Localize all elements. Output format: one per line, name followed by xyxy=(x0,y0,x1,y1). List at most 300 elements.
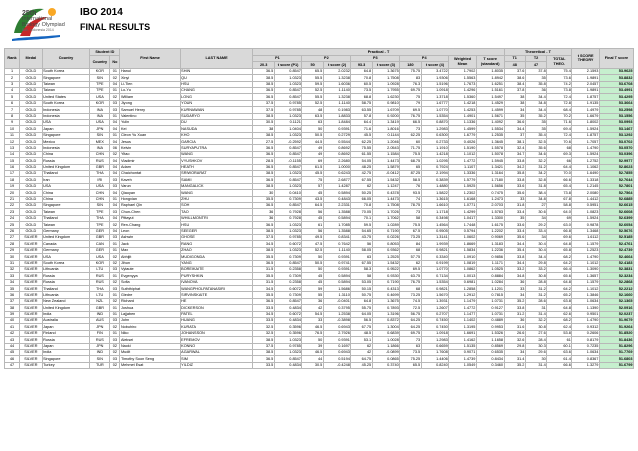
cell-total-theo: 68 xyxy=(547,145,572,151)
cell-t2-raw: 30.4 xyxy=(525,241,546,247)
cell-student-no: 04 xyxy=(110,139,120,145)
table-row xyxy=(5,254,634,260)
cell-p4-raw: 71.75 xyxy=(400,145,421,151)
cell-p2-tscore: 0.8692 xyxy=(323,151,351,157)
cell-first-name: Timothy Soon Seng xyxy=(120,356,180,362)
col-total-theo: TOTAL THEO. xyxy=(547,56,572,69)
cell-p3-tscore: 1.3196 xyxy=(372,311,400,317)
cell-t-score-theory: 0.8367 xyxy=(572,356,600,362)
col-no-sub: No xyxy=(110,56,120,69)
cell-p4-raw: 69.75 xyxy=(400,330,421,336)
cell-p2-raw: 47.5 xyxy=(302,241,323,247)
cell-p2-tscore: 0.2729 xyxy=(323,132,351,138)
cell-medal: SILVER xyxy=(20,311,43,317)
cell-medal: GOLD xyxy=(20,126,43,132)
cell-p3-tscore: 1.6230 xyxy=(372,94,400,100)
cell-p2-tscore: 1.0000 xyxy=(323,164,351,170)
cell-first-name: Lo-Yu xyxy=(120,87,180,93)
cell-p2-raw: 65.5 xyxy=(302,68,323,74)
cell-p2-raw: 55.5 xyxy=(302,94,323,100)
cell-p1-tscore: 1.0323 xyxy=(274,75,302,81)
cell-medal: SILVER xyxy=(20,330,43,336)
cell-t2-raw: 36 xyxy=(525,87,546,93)
cell-p4-raw: 73 xyxy=(400,337,421,343)
cell-t-score-std: 0.3460 xyxy=(476,362,504,368)
cell-p2-tscore: 0.1697 xyxy=(323,343,351,349)
col-first-name: First Name xyxy=(120,49,180,69)
cell-t2-raw: 35 xyxy=(525,75,546,81)
cell-final-t-score: 52.6399 xyxy=(599,215,633,221)
cell-final-t-score: 51.8296 xyxy=(599,343,633,349)
cell-first-name: Kelvin xyxy=(120,145,180,151)
cell-p4-raw: 74.5 xyxy=(400,298,421,304)
cell-p2-raw: 42 xyxy=(302,305,323,311)
cell-last-name: LONG xyxy=(180,94,253,100)
cell-rank: 35 xyxy=(5,286,20,292)
cell-t1-raw: 33.2 xyxy=(504,266,525,272)
cell-p1-tscore: 1.0323 xyxy=(274,349,302,355)
cell-p2-raw: 45 xyxy=(302,190,323,196)
cell-student-no: 02 xyxy=(110,362,120,368)
table-row xyxy=(5,241,634,247)
cell-p1-raw: 33.5 xyxy=(253,305,274,311)
cell-country: Thailand xyxy=(42,215,90,221)
cell-p2-raw: 76.5 xyxy=(302,330,323,336)
cell-t-score-std: 0.9856 xyxy=(476,254,504,260)
cell-first-name: Raphael Qin xyxy=(120,202,180,208)
cell-p1-raw: 38.5 xyxy=(253,171,274,177)
cell-p2-raw: 49 xyxy=(302,151,323,157)
cell-p4-raw: 68 xyxy=(400,247,421,253)
cell-t2-raw: 31.2 xyxy=(525,286,546,292)
table-row xyxy=(5,196,634,202)
cell-p1-raw: 27.5 xyxy=(253,139,274,145)
cell-t-score-std: 1.4092 xyxy=(476,119,504,125)
cell-p3-raw: 64.8 xyxy=(351,68,372,74)
cell-medal: SILVER xyxy=(20,343,43,349)
cell-rank: 14 xyxy=(5,151,20,157)
cell-total-theo: 66.8 xyxy=(547,228,572,234)
cell-p2-tscore: 0.8341 xyxy=(323,234,351,240)
cell-country-code: USA xyxy=(90,94,110,100)
cell-final-t-score: 53.1292 xyxy=(599,132,633,138)
cell-last-name: SAMII xyxy=(180,177,253,183)
cell-p4-raw: 73.25 xyxy=(400,292,421,298)
cell-t2-raw: 34.4 xyxy=(525,94,546,100)
cell-country: USA xyxy=(42,254,90,260)
col-t-score-theory: t SCORE THEORY xyxy=(572,49,600,69)
cell-t1-raw: 33.8 xyxy=(504,158,525,164)
cell-t-score-std: 1.5326 xyxy=(476,330,504,336)
cell-p1-tscore: 0.8547 xyxy=(274,87,302,93)
cell-country-code: RUS xyxy=(90,158,110,164)
cell-t2-raw: 34 xyxy=(525,215,546,221)
col-p4: P4 xyxy=(400,56,449,62)
cell-t-score-std: 1.1201 xyxy=(476,286,504,292)
cell-t1-raw: 36.6 xyxy=(504,119,525,125)
cell-p1-raw: 38.5 xyxy=(253,183,274,189)
cell-last-name: KHO xyxy=(180,132,253,138)
cell-t-score-theory: 1.1012 xyxy=(572,260,600,266)
cell-country: Singapore xyxy=(42,202,90,208)
cell-p3-raw: 62 xyxy=(351,343,372,349)
cell-t-score-std: 0.8434 xyxy=(476,356,504,362)
cell-p3-raw: 57.8 xyxy=(351,113,372,119)
cell-p1-raw: 37.5 xyxy=(253,100,274,106)
cell-student-no: 01 xyxy=(110,241,120,247)
cell-t-score-std: 0.8569 xyxy=(476,343,504,349)
cell-first-name: Cleon Yu Xuan xyxy=(120,132,180,138)
logo-text xyxy=(22,10,65,33)
cell-weighted-mean: 1.2302 xyxy=(449,190,477,196)
cell-total-theo: 63.8 xyxy=(547,298,572,304)
cell-p1-raw: 38 xyxy=(253,126,274,132)
cell-weighted-mean: 1.8669 xyxy=(449,241,477,247)
cell-student-no: 03 xyxy=(110,209,120,215)
cell-p1-raw: 28.5 xyxy=(253,158,274,164)
cell-t2-raw: 35.4 xyxy=(525,132,546,138)
cell-rank: 23 xyxy=(5,209,20,215)
cell-p1-tscore: 0.7928 xyxy=(274,215,302,221)
cell-t2-raw: 27.6 xyxy=(525,330,546,336)
table-row xyxy=(5,286,634,292)
cell-p3-raw: 64.4 xyxy=(351,119,372,125)
cell-country: Indonesia xyxy=(42,113,90,119)
cell-t2-raw: 32.5 xyxy=(525,139,546,145)
cell-country: India xyxy=(42,311,90,317)
cell-p3-raw: 58.3 xyxy=(351,266,372,272)
cell-final-t-score: 52.0916 xyxy=(599,305,633,311)
cell-rank: 44 xyxy=(5,343,20,349)
cell-weighted-mean: 1.0910 xyxy=(449,254,477,260)
table-row xyxy=(5,113,634,119)
cell-first-name: Kaveh xyxy=(120,177,180,183)
cell-weighted-mean: 1.7448 xyxy=(449,222,477,228)
cell-t-score-theory: 1.4790 xyxy=(572,254,600,260)
cell-p2-tscore: 0.9391 xyxy=(323,254,351,260)
cell-country: Thailand xyxy=(42,171,90,177)
cell-t-score-std: 1.0284 xyxy=(476,279,504,285)
cell-p4-raw: 60 xyxy=(400,139,421,145)
cell-final-t-score: 52.3234 xyxy=(599,273,633,279)
cell-country-code: TPE xyxy=(90,87,110,93)
cell-final-t-score: 52.7644 xyxy=(599,177,633,183)
cell-country-code: NZL xyxy=(90,298,110,304)
cell-final-t-score: 52.7855 xyxy=(599,171,633,177)
cell-p3-raw: 48.25 xyxy=(351,164,372,170)
cell-medal: GOLD xyxy=(20,158,43,164)
cell-t1-raw: 34.4 xyxy=(504,241,525,247)
cell-p3-tscore: 0.7190 xyxy=(372,228,400,234)
cell-p2-raw: 49.5 xyxy=(302,234,323,240)
cell-country: Japan xyxy=(42,126,90,132)
cell-last-name: WANG xyxy=(180,151,253,157)
cell-first-name: Adam xyxy=(120,164,180,170)
cell-p4-tscore: 1.9939 xyxy=(421,241,449,247)
cell-p2-tscore: 2.7926 xyxy=(323,330,351,336)
cell-p3-tscore: 1.8016 xyxy=(372,126,400,132)
cell-p4-tscore: 1.2607 xyxy=(421,305,449,311)
cell-p1-raw: 38.5 xyxy=(253,228,274,234)
col-p4-score: t score (4) xyxy=(421,62,449,68)
cell-p1-raw: 35.5 xyxy=(253,292,274,298)
cell-last-name: DU xyxy=(180,119,253,125)
cell-t-score-theory: 1.4790 xyxy=(572,145,600,151)
cell-country-code: JPN xyxy=(90,324,110,330)
cell-t-score-theory: 1.2145 xyxy=(572,183,600,189)
cell-p4-raw: 69.5 xyxy=(400,107,421,113)
cell-p1-raw: 34.5 xyxy=(253,286,274,292)
table-row xyxy=(5,222,634,228)
cell-p2-raw: 69 xyxy=(302,158,323,164)
cell-p3-tscore: 1.4473 xyxy=(372,196,400,202)
cell-t-score-std: 1.2236 xyxy=(476,247,504,253)
cell-t1-raw: 35.8 xyxy=(504,171,525,177)
col-theoretical: Theoretical - T xyxy=(504,49,572,56)
cell-p2-tscore: 1.8833 xyxy=(323,113,351,119)
cell-p1-tscore: 1.0323 xyxy=(274,222,302,228)
cell-p3-raw: 67.55 xyxy=(351,260,372,266)
cell-last-name: GHOSE xyxy=(180,234,253,240)
cell-p2-tscore: 2.0232 xyxy=(323,68,351,74)
cell-rank: 22 xyxy=(5,202,20,208)
cell-medal: SILVER xyxy=(20,337,43,343)
cell-p1-tscore: 1.0323 xyxy=(274,171,302,177)
cell-last-name: CHANG xyxy=(180,87,253,93)
cell-country: Lithuania xyxy=(42,292,90,298)
cell-p1-raw: 36.5 xyxy=(253,68,274,74)
cell-total-theo: 65.8 xyxy=(547,247,572,253)
cell-p3-tscore: 2.0543 xyxy=(372,145,400,151)
cell-weighted-mean: 1.6691 xyxy=(449,330,477,336)
cell-final-t-score: 53.9625 xyxy=(599,68,633,74)
cell-medal: GOLD xyxy=(20,171,43,177)
cell-rank: 43 xyxy=(5,337,20,343)
cell-country: Thailand xyxy=(42,286,90,292)
cell-p4-raw: 67.5 xyxy=(400,228,421,234)
cell-final-t-score: 53.0993 xyxy=(599,119,633,125)
cell-weighted-mean: 1.7902 xyxy=(449,68,477,74)
cell-p3-tscore: 1.7508 xyxy=(372,202,400,208)
cell-p1-tscore: 0.9785 xyxy=(274,107,302,113)
cell-weighted-mean: 1.2912 xyxy=(449,292,477,298)
cell-t-score-theory: 1.3279 xyxy=(572,362,600,368)
cell-medal: SILVER xyxy=(20,266,43,272)
cell-p3-tscore: 0.9200 xyxy=(372,113,400,119)
cell-p4-tscore: 0.8240 xyxy=(421,362,449,368)
cell-p3-raw: 70.8 xyxy=(351,202,372,208)
cell-p3-raw: 63 xyxy=(351,254,372,260)
cell-t-score-std: 1.4599 xyxy=(476,107,504,113)
cell-rank: 38 xyxy=(5,305,20,311)
cell-t1-raw: 33.4 xyxy=(504,209,525,215)
cell-t-score-std: 1.2202 xyxy=(476,228,504,234)
cell-p4-tscore: 1.4218 xyxy=(421,151,449,157)
cell-weighted-mean: 1.5779 xyxy=(449,177,477,183)
cell-t-score-theory: 1.8757 xyxy=(572,132,600,138)
cell-p2-tscore: 1.1140 xyxy=(323,100,351,106)
cell-student-no: 01 xyxy=(110,113,120,119)
cell-country: Singapore xyxy=(42,356,90,362)
cell-total-theo: 66.6 xyxy=(547,177,572,183)
cell-p4-tscore: 0.7134 xyxy=(421,273,449,279)
cell-p2-tscore: 0.4843 xyxy=(323,196,351,202)
cell-first-name: Joshua xyxy=(120,305,180,311)
cell-p3-raw: 58 xyxy=(351,273,372,279)
cell-p4-raw: 75.75 xyxy=(400,68,421,74)
cell-first-name: Yitao xyxy=(120,151,180,157)
table-row xyxy=(5,260,634,266)
cell-p2-raw: 56 xyxy=(302,228,323,234)
cell-medal: SILVER xyxy=(20,260,43,266)
cell-weighted-mean: 1.1012 xyxy=(449,151,477,157)
cell-student-no: 02 xyxy=(110,343,120,349)
cell-country: Iran xyxy=(42,177,90,183)
page-subtitle: FINAL RESULTS xyxy=(80,22,151,32)
table-row xyxy=(5,177,634,183)
cell-medal: GOLD xyxy=(20,132,43,138)
cell-last-name: HSU xyxy=(180,222,253,228)
cell-country-code: GER xyxy=(90,228,110,234)
table-row xyxy=(5,311,634,317)
table-row xyxy=(5,158,634,164)
cell-total-theo: 68.4 xyxy=(547,107,572,113)
cell-t-score-std: 1.4529 xyxy=(476,100,504,106)
cell-student-no: 04 xyxy=(110,228,120,234)
cell-total-theo: 62.6 xyxy=(547,311,572,317)
cell-p2-tscore: 2.6877 xyxy=(323,177,351,183)
cell-p4-tscore: 1.9306 xyxy=(421,75,449,81)
cell-country-code: SIN xyxy=(90,132,110,138)
cell-p1-raw: 33.5 xyxy=(253,318,274,324)
cell-p4-raw: 75 xyxy=(400,94,421,100)
cell-first-name: Samuel Henry xyxy=(120,107,180,113)
cell-t2-raw: 34.8 xyxy=(525,196,546,202)
table-row xyxy=(5,68,634,74)
cell-p3-tscore: 1.1584 xyxy=(372,151,400,157)
cell-p2-raw: 52.5 xyxy=(302,87,323,93)
cell-country-code: INA xyxy=(90,145,110,151)
cell-rank: 26 xyxy=(5,228,20,234)
cell-p2-raw: 36 xyxy=(302,298,323,304)
cell-first-name: Mudit xyxy=(120,349,180,355)
cell-country: Mexico xyxy=(42,139,90,145)
cell-total-theo: 65.6 xyxy=(547,273,572,279)
cell-p2-raw: 50 xyxy=(302,254,323,260)
cell-medal: GOLD xyxy=(20,177,43,183)
cell-t2-raw: 34.2 xyxy=(525,171,546,177)
table-row xyxy=(5,318,634,324)
cell-first-name: Leon xyxy=(120,228,180,234)
cell-p2-raw: 44 xyxy=(302,356,323,362)
cell-p1-tscore: 0.6072 xyxy=(274,286,302,292)
cell-p2-raw: 55.5 xyxy=(302,75,323,81)
cell-t-score-std: 1.1658 xyxy=(476,337,504,343)
cell-p3-raw: 42.75 xyxy=(351,171,372,177)
cell-country-code: CHN xyxy=(90,196,110,202)
cell-total-theo: 74.2 xyxy=(547,81,572,87)
cell-country-code: THA xyxy=(90,171,110,177)
cell-first-name: Yulin xyxy=(120,119,180,125)
cell-p1-tscore: 0.1121 xyxy=(274,119,302,125)
cell-last-name: SUDARYO xyxy=(180,113,253,119)
cell-medal: GOLD xyxy=(20,196,43,202)
cell-country: South Korea xyxy=(42,260,90,266)
cell-last-name: HEATH xyxy=(180,164,253,170)
cell-last-name: YANG xyxy=(180,260,253,266)
cell-p3-tscore: 1.4473 xyxy=(372,158,400,164)
cell-rank: 7 xyxy=(5,107,20,113)
cell-p2-raw: 45 xyxy=(302,279,323,285)
cell-rank: 34 xyxy=(5,279,20,285)
cell-t-score-std: 0.7475 xyxy=(476,190,504,196)
cell-weighted-mean: 1.0549 xyxy=(449,362,477,368)
cell-p2-raw: 45 xyxy=(302,215,323,221)
cell-country-code: AUS xyxy=(90,318,110,324)
cell-p1-raw: 38.5 xyxy=(253,349,274,355)
cell-p3-raw: 67.55 xyxy=(351,177,372,183)
cell-p1-raw: 33.5 xyxy=(253,362,274,368)
cell-p1-raw: 37.5 xyxy=(253,234,274,240)
col-t2-max: 47 xyxy=(525,62,546,68)
cell-p1-tscore: 0.7309 xyxy=(274,196,302,202)
cell-t-score-theory: 1.9891 xyxy=(572,75,600,81)
cell-total-theo: 60.1 xyxy=(547,343,572,349)
cell-medal: GOLD xyxy=(20,119,43,125)
cell-t-score-theory: 1.1012 xyxy=(572,286,600,292)
cell-country-code: TUR xyxy=(90,362,110,368)
cell-t1-raw: 34.4 xyxy=(504,260,525,266)
cell-t-score-theory: 1.2523 xyxy=(572,247,600,253)
cell-t1-raw: 38.6 xyxy=(504,75,525,81)
cell-p1-raw: 36.5 xyxy=(253,145,274,151)
cell-weighted-mean: 1.1336 xyxy=(449,119,477,125)
cell-weighted-mean: 1.3195 xyxy=(449,324,477,330)
cell-weighted-mean: 1.4772 xyxy=(449,305,477,311)
cell-p4-tscore: 0.9199 xyxy=(421,260,449,266)
cell-t1-raw: 31.4 xyxy=(504,356,525,362)
cell-rank: 8 xyxy=(5,113,20,119)
cell-t-score-std: 0.8884 xyxy=(476,273,504,279)
cell-p4-tscore: 1.4564 xyxy=(421,222,449,228)
cell-p1-raw: 36.5 xyxy=(253,151,274,157)
cell-t-score-theory: 2.1593 xyxy=(572,68,600,74)
cell-total-theo: 70.2 xyxy=(547,113,572,119)
cell-p1-tscore: 0.9785 xyxy=(274,100,302,106)
cell-p2-raw: 63.5 xyxy=(302,113,323,119)
cell-t1-raw: 26.6 xyxy=(504,330,525,336)
cell-p2-raw: 63 xyxy=(302,119,323,125)
cell-student-no: 03 xyxy=(110,107,120,113)
cell-t-score-theory: 1.6490 xyxy=(572,171,600,177)
cell-weighted-mean: 1.1479 xyxy=(449,298,477,304)
cell-t2-raw: 33.2 xyxy=(525,266,546,272)
cell-p4-raw: 87.25 xyxy=(400,171,421,177)
cell-student-no: 01 xyxy=(110,330,120,336)
cell-country: Russia xyxy=(42,273,90,279)
cell-p2-tscore: 0.5544 xyxy=(323,139,351,145)
cell-weighted-mean: 1.4739 xyxy=(449,356,477,362)
cell-weighted-mean: 1.1477 xyxy=(449,311,477,317)
cell-last-name: MANGALICK xyxy=(180,183,253,189)
cell-weighted-mean: 1.0602 xyxy=(449,234,477,240)
cell-p4-raw: 65 xyxy=(400,164,421,170)
col-p2-max: 50 xyxy=(302,62,323,68)
cell-country: Finland xyxy=(42,330,90,336)
cell-rank: 3 xyxy=(5,81,20,87)
cell-p4-tscore: 1.5354 xyxy=(421,279,449,285)
cell-last-name: RANG xyxy=(180,241,253,247)
